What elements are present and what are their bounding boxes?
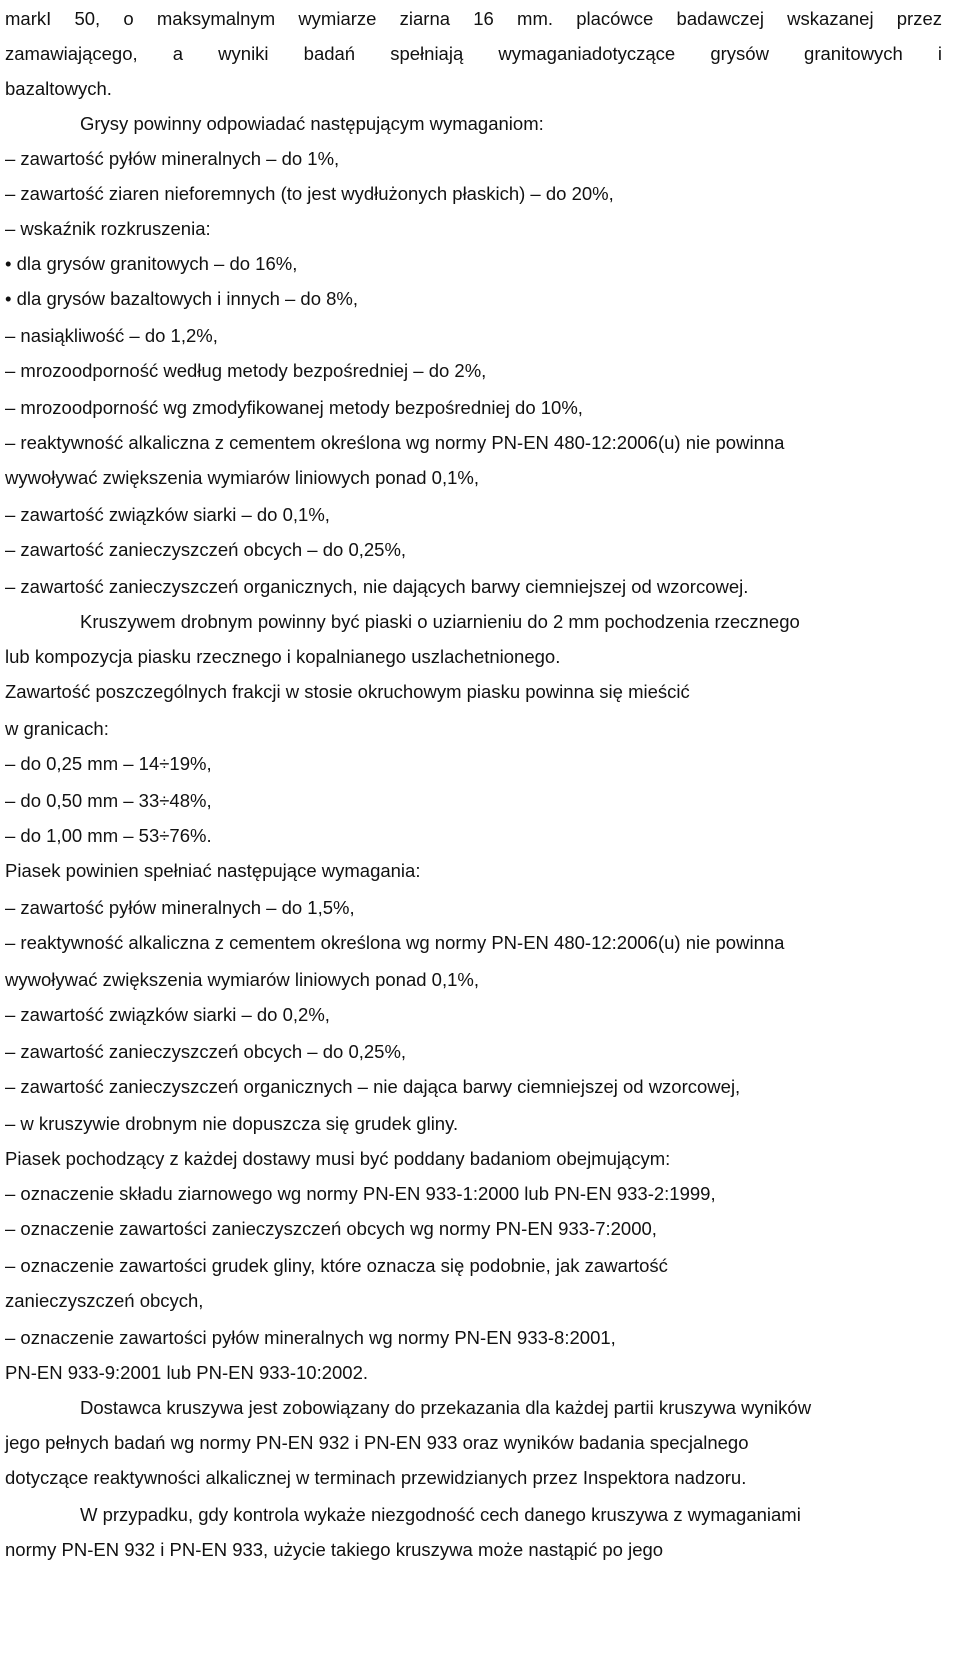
text-line: w granicach: bbox=[5, 718, 109, 739]
text-line: PN-EN 933-9:2001 lub PN-EN 933-10:2002. bbox=[5, 1362, 369, 1383]
text-line: – oznaczenie zawartości grudek gliny, które oznacza się podobnie, jak zawartość bbox=[5, 1255, 668, 1276]
text-line: – oznaczenie składu ziarnowego wg normy PN-EN 933-1:2000 lub PN-EN 933-2:1999, bbox=[5, 1183, 716, 1204]
text-line: zamawiającego, a wyniki badań spełniają wymaganiadotyczące grysów granitowych i bbox=[5, 43, 942, 64]
text-line: dotyczące reaktywności alkalicznej w terminach przewidzianych przez Inspektora nadzoru. bbox=[5, 1467, 747, 1488]
text-line: – mrozoodporność według metody bezpośredniej – do 2%, bbox=[5, 360, 487, 381]
text-line: zanieczyszczeń obcych, bbox=[5, 1290, 204, 1311]
text-line: – nasiąkliwość – do 1,2%, bbox=[5, 325, 218, 346]
text-line: – zawartość pyłów mineralnych – do 1,5%, bbox=[5, 897, 355, 918]
text-line: normy PN-EN 932 i PN-EN 933, użycie takiego kruszywa może nastąpić po jego bbox=[5, 1539, 664, 1560]
text-line: – do 1,00 mm – 53÷76%. bbox=[5, 825, 212, 846]
text-line: • dla grysów bazaltowych i innych – do 8%, bbox=[5, 288, 359, 309]
text-line: Piasek powinien spełniać następujące wymagania: bbox=[5, 860, 421, 881]
text-line: – reaktywność alkaliczna z cementem określona wg normy PN-EN 480-12:2006(u) nie powinna bbox=[5, 932, 785, 953]
text-line: wywoływać zwiększenia wymiarów liniowych ponad 0,1%, bbox=[5, 969, 479, 990]
text-line: Zawartość poszczególnych frakcji w stosie okruchowym piasku powinna się mieścić bbox=[5, 681, 690, 702]
text-line: bazaltowych. bbox=[5, 78, 112, 99]
text-line: – zawartość związków siarki – do 0,2%, bbox=[5, 1004, 330, 1025]
text-line: wywoływać zwiększenia wymiarów liniowych ponad 0,1%, bbox=[5, 467, 479, 488]
text-line: • dla grysów granitowych – do 16%, bbox=[5, 253, 298, 274]
text-line: W przypadku, gdy kontrola wykaże niezgodność cech danego kruszywa z wymaganiami bbox=[80, 1504, 801, 1525]
text-line: – wskaźnik rozkruszenia: bbox=[5, 218, 211, 239]
text-line: – zawartość zanieczyszczeń organicznych – nie dająca barwy ciemniejszej od wzorcowej, bbox=[5, 1076, 741, 1097]
text-line: Kruszywem drobnym powinny być piaski o uziarnieniu do 2 mm pochodzenia rzecznego bbox=[80, 611, 800, 632]
text-line: lub kompozycja piasku rzecznego i kopalnianego uszlachetnionego. bbox=[5, 646, 561, 667]
text-line: – oznaczenie zawartości pyłów mineralnych wg normy PN-EN 933-8:2001, bbox=[5, 1327, 616, 1348]
text-line: – mrozoodporność wg zmodyfikowanej metody bezpośredniej do 10%, bbox=[5, 397, 583, 418]
text-line: Dostawca kruszywa jest zobowiązany do przekazania dla każdej partii kruszywa wyników bbox=[80, 1397, 812, 1418]
text-line: Piasek pochodzący z każdej dostawy musi być poddany badaniom obejmującym: bbox=[5, 1148, 671, 1169]
text-line: – zawartość zanieczyszczeń organicznych, nie dających barwy ciemniejszej od wzorcowej. bbox=[5, 576, 749, 597]
text-line: markI 50, o maksymalnym wymiarze ziarna 16 mm. placówce badawczej wskazanej przez bbox=[5, 8, 942, 29]
text-line: – oznaczenie zawartości zanieczyszczeń obcych wg normy PN-EN 933-7:2000, bbox=[5, 1218, 657, 1239]
text-line: – w kruszywie drobnym nie dopuszcza się grudek gliny. bbox=[5, 1113, 459, 1134]
text-line: – zawartość związków siarki – do 0,1%, bbox=[5, 504, 330, 525]
text-line: jego pełnych badań wg normy PN-EN 932 i PN-EN 933 oraz wyników badania specjalnego bbox=[5, 1432, 749, 1453]
text-line: – do 0,25 mm – 14÷19%, bbox=[5, 753, 212, 774]
text-line: – zawartość ziaren nieforemnych (to jest wydłużonych płaskich) – do 20%, bbox=[5, 183, 614, 204]
text-line: – zawartość zanieczyszczeń obcych – do 0,25%, bbox=[5, 1041, 407, 1062]
text-line: – reaktywność alkaliczna z cementem określona wg normy PN-EN 480-12:2006(u) nie powinna bbox=[5, 432, 785, 453]
text-line: Grysy powinny odpowiadać następującym wymaganiom: bbox=[80, 113, 544, 134]
text-line: – do 0,50 mm – 33÷48%, bbox=[5, 790, 212, 811]
text-line: – zawartość pyłów mineralnych – do 1%, bbox=[5, 148, 340, 169]
text-line: – zawartość zanieczyszczeń obcych – do 0,25%, bbox=[5, 539, 407, 560]
